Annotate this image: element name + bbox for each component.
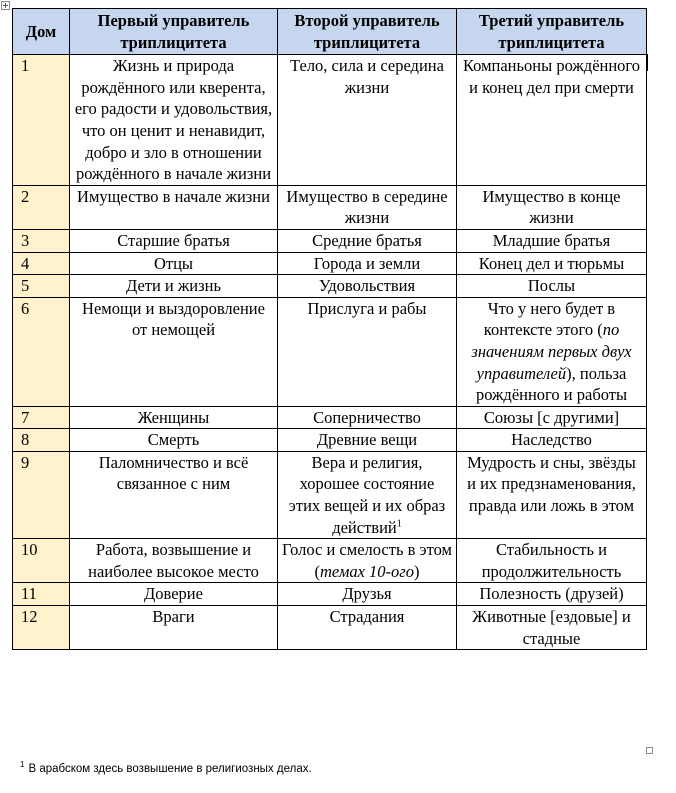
house-number: 11: [13, 583, 70, 606]
table-header-row: [13, 9, 647, 55]
third-ruler-cell: Компаньоны рождённого и конец дел при смерти: [457, 55, 647, 186]
footnote-text: В арабском здесь возвышение в религиозных делах.: [28, 762, 312, 775]
first-ruler-cell: Старшие братья: [70, 229, 278, 252]
triplicity-rulers-table: [12, 8, 647, 650]
third-ruler-text-start: Что у него будет в контексте этого (: [483, 298, 616, 340]
second-ruler-cell: Города и земли: [278, 252, 457, 275]
house-number: 2: [13, 185, 70, 229]
first-ruler-cell: Смерть: [70, 429, 278, 452]
first-ruler-cell: Жизнь и природа рождённого или кверента, его радости и удовольствия, что он ценит и ненавидит, добро и зло в отношении рождённого в начале жизни: [70, 55, 278, 186]
first-ruler-cell: Женщины: [70, 406, 278, 429]
third-ruler-cell: Наследство: [457, 429, 647, 452]
table-row: [13, 252, 647, 275]
second-ruler-text-end: ): [414, 561, 420, 581]
second-ruler-cell: Средние братья: [278, 229, 457, 252]
first-ruler-cell: Дети и жизнь: [70, 275, 278, 298]
header-second-ruler: Второй управитель триплицитета: [278, 9, 457, 55]
header-house: Дом: [13, 9, 70, 55]
third-ruler-cell: Имущество в конце жизни: [457, 185, 647, 229]
second-ruler-text-start: Голос и смелость в этом (: [282, 540, 452, 581]
first-ruler-cell: Враги: [70, 606, 278, 650]
second-ruler-text: Вера и религия, хорошее состояние этих вещей и их образ действий: [288, 452, 446, 537]
second-ruler-cell: Древние вещи: [278, 429, 457, 452]
table-move-handle[interactable]: [1, 1, 10, 10]
table-row: [13, 275, 647, 298]
table-resize-handle[interactable]: [646, 747, 653, 754]
second-ruler-cell: [278, 451, 457, 538]
table-row: [13, 583, 647, 606]
house-number: 12: [13, 606, 70, 650]
second-ruler-cell: Удовольствия: [278, 275, 457, 298]
second-ruler-cell: Тело, сила и середина жизни: [278, 55, 457, 186]
third-ruler-text-end: ), польза рождённого и работы: [475, 363, 628, 405]
text-cursor: [647, 54, 648, 71]
footnote: [20, 760, 312, 775]
first-ruler-cell: Имущество в начале жизни: [70, 185, 278, 229]
second-ruler-cell: Соперничество: [278, 406, 457, 429]
first-ruler-cell: Отцы: [70, 252, 278, 275]
table-row: [13, 297, 647, 406]
table-row: [13, 55, 647, 186]
third-ruler-cell: Конец дел и тюрьмы: [457, 252, 647, 275]
house-number: 4: [13, 252, 70, 275]
house-number: 6: [13, 297, 70, 406]
third-ruler-cell: Младшие братья: [457, 229, 647, 252]
footnote-marker: 1: [20, 760, 25, 769]
third-ruler-cell: Послы: [457, 275, 647, 298]
house-number: 9: [13, 451, 70, 538]
second-ruler-cell: Страдания: [278, 606, 457, 650]
house-number: 8: [13, 429, 70, 452]
third-ruler-cell: Животные [ездовые] и стадные: [457, 606, 647, 650]
table-row: [13, 606, 647, 650]
second-ruler-cell: [278, 539, 457, 583]
header-third-ruler: Третий управитель триплицитета: [457, 9, 647, 55]
house-number: 1: [13, 55, 70, 186]
table-row: [13, 451, 647, 538]
third-ruler-cell: Полезность (друзей): [457, 583, 647, 606]
table-row: [13, 229, 647, 252]
second-ruler-cell: Прислуга и рабы: [278, 297, 457, 406]
house-number: 3: [13, 229, 70, 252]
footnote-reference[interactable]: 1: [396, 518, 402, 530]
third-ruler-cell: [457, 297, 647, 406]
first-ruler-cell: Немощи и выздоровление от немощей: [70, 297, 278, 406]
table-row: [13, 429, 647, 452]
third-ruler-cell: Союзы [с другими]: [457, 406, 647, 429]
first-ruler-cell: Доверие: [70, 583, 278, 606]
third-ruler-cell: Мудрость и сны, звёзды и их предзнаменования, правда или ложь в этом: [457, 451, 647, 538]
house-number: 5: [13, 275, 70, 298]
house-number: 10: [13, 539, 70, 583]
second-ruler-cell: Имущество в середине жизни: [278, 185, 457, 229]
table-row: [13, 185, 647, 229]
first-ruler-cell: Паломничество и всё связанное с ним: [70, 451, 278, 538]
header-first-ruler: Первый управитель триплицитета: [70, 9, 278, 55]
second-ruler-cell: Друзья: [278, 583, 457, 606]
third-ruler-cell: Стабильность и продолжительность: [457, 539, 647, 583]
third-ruler-italic-note: по значениям первых двух управителей: [471, 320, 632, 383]
second-ruler-italic-note: темах 10-ого: [320, 561, 414, 581]
table-row: [13, 406, 647, 429]
first-ruler-cell: Работа, возвышение и наиболее высокое место: [70, 539, 278, 583]
table-row: [13, 539, 647, 583]
house-number: 7: [13, 406, 70, 429]
